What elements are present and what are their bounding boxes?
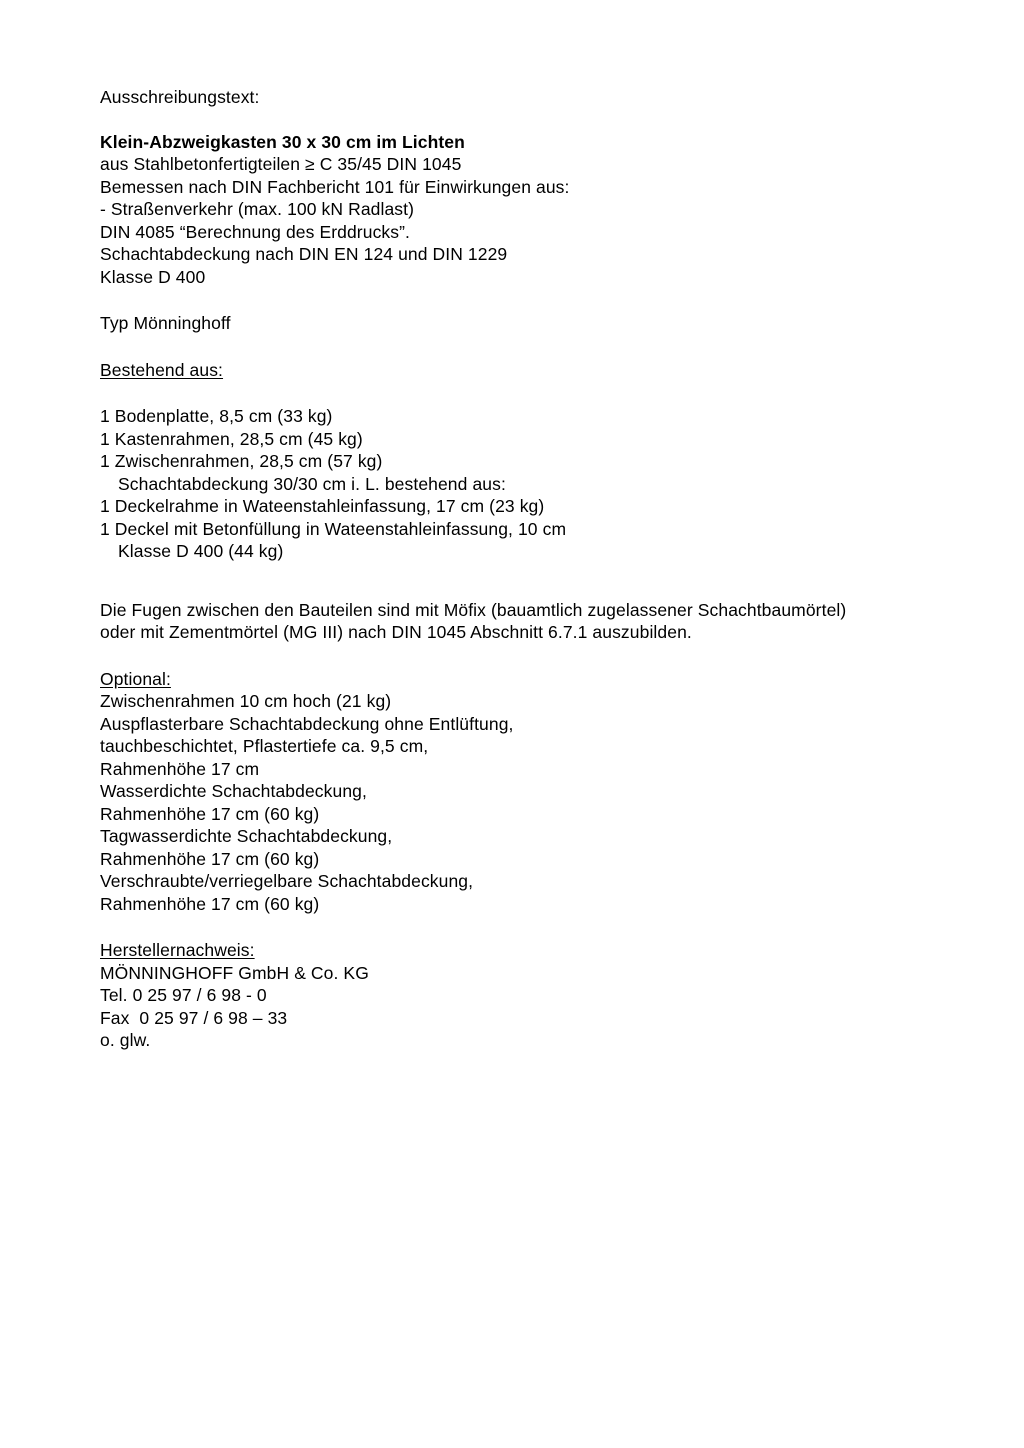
- manufacturer-block: [100, 962, 924, 1052]
- joint-block: [100, 599, 924, 644]
- optional-line: Verschraubte/verriegelbare Schachtabdeckung,: [100, 871, 474, 891]
- components-heading: Bestehend aus:: [100, 359, 224, 380]
- spacer: [100, 644, 924, 668]
- component-item: Schachtabdeckung 30/30 cm i. L. bestehend aus:: [118, 473, 506, 494]
- optional-line: Tagwasserdichte Schachtabdeckung,: [100, 826, 393, 846]
- spec-line: Klasse D 400: [100, 266, 206, 287]
- spec-block: [100, 153, 924, 288]
- optional-line: Auspflasterbare Schachtabdeckung ohne Entlüftung,: [100, 713, 514, 734]
- spacer: [100, 288, 924, 312]
- joint-line: oder mit Zementmörtel (MG III) nach DIN 1045 Abschnitt 6.7.1 auszubilden.: [100, 622, 692, 642]
- spec-line: Bemessen nach DIN Fachbericht 101 für Einwirkungen aus:: [100, 176, 570, 197]
- component-item: 1 Deckel mit Betonfüllung in Wateenstahleinfassung, 10 cm: [100, 518, 567, 539]
- spacer: [100, 335, 924, 359]
- spacer: [100, 587, 924, 599]
- intro-label: Ausschreibungstext:: [100, 87, 260, 107]
- manufacturer-line: MÖNNINGHOFF GmbH & Co. KG: [100, 962, 369, 983]
- optional-list: [100, 690, 924, 915]
- spacer: [100, 109, 924, 131]
- spec-line: - Straßenverkehr (max. 100 kN Radlast): [100, 199, 415, 219]
- optional-heading: Optional:: [100, 668, 171, 689]
- optional-line: Rahmenhöhe 17 cm (60 kg): [100, 848, 320, 869]
- spacer: [100, 915, 924, 939]
- optional-line: tauchbeschichtet, Pflastertiefe ca. 9,5 cm,: [100, 736, 429, 756]
- component-item: 1 Deckelrahme in Wateenstahleinfassung, 17 cm (23 kg): [100, 496, 545, 516]
- optional-line: Zwischenrahmen 10 cm hoch (21 kg): [100, 691, 392, 711]
- component-item: 1 Zwischenrahmen, 28,5 cm (57 kg): [100, 451, 383, 471]
- spacer: [100, 381, 924, 405]
- manufacturer-phone: Tel. 0 25 97 / 6 98 - 0: [100, 985, 267, 1005]
- optional-line: Wasserdichte Schachtabdeckung,: [100, 781, 367, 801]
- joint-line: Die Fugen zwischen den Bauteilen sind mit Möfix (bauamtlich zugelassener Schachtbaumörtel): [100, 599, 847, 620]
- optional-line: Rahmenhöhe 17 cm (60 kg): [100, 893, 320, 914]
- type-line: Typ Mönninghoff: [100, 313, 231, 333]
- spec-line: DIN 4085 “Berechnung des Erddrucks”.: [100, 221, 411, 242]
- components-list: [100, 405, 924, 563]
- optional-line: Rahmenhöhe 17 cm (60 kg): [100, 803, 320, 824]
- component-item: 1 Bodenplatte, 8,5 cm (33 kg): [100, 406, 333, 426]
- optional-line: Rahmenhöhe 17 cm: [100, 758, 260, 779]
- spec-line: aus Stahlbetonfertigteilen ≥ C 35/45 DIN 1045: [100, 154, 462, 174]
- component-item: Klasse D 400 (44 kg): [118, 541, 284, 561]
- document-title: Klein-Abzweigkasten 30 x 30 cm im Lichten: [100, 131, 465, 152]
- spec-line: Schachtabdeckung nach DIN EN 124 und DIN 1229: [100, 244, 508, 264]
- manufacturer-fax: Fax 0 25 97 / 6 98 – 33: [100, 1007, 288, 1028]
- manufacturer-heading: Herstellernachweis:: [100, 940, 255, 960]
- component-item: 1 Kastenrahmen, 28,5 cm (45 kg): [100, 428, 363, 449]
- spacer: [100, 563, 924, 587]
- manufacturer-line: o. glw.: [100, 1030, 151, 1050]
